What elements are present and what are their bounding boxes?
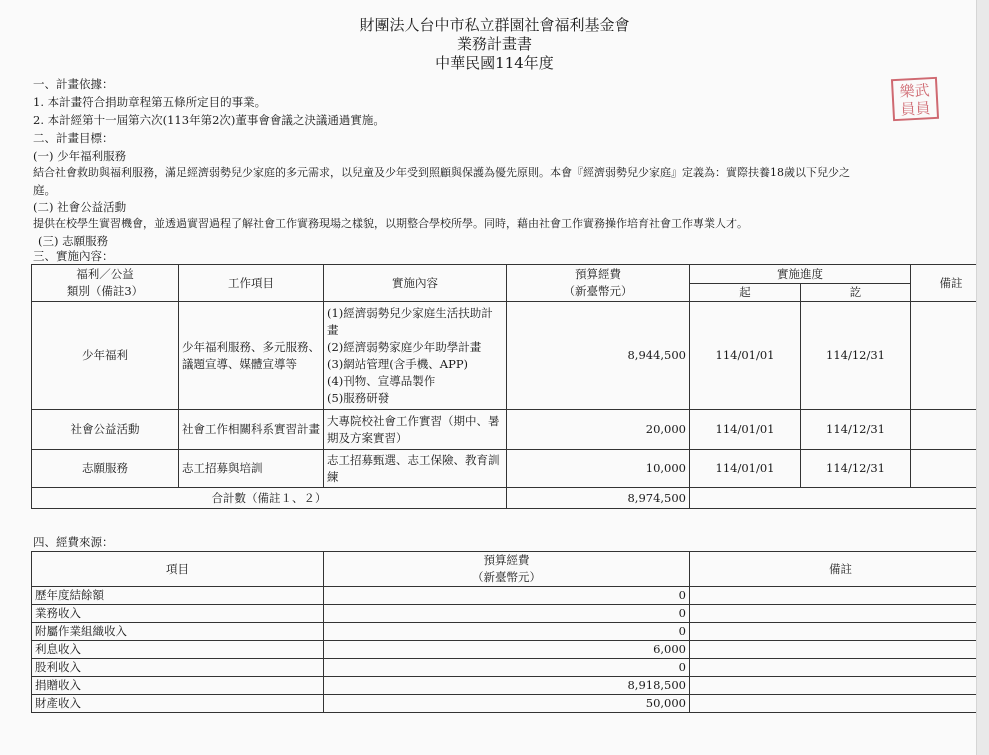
year-title: 中華民國114年度 <box>435 54 554 72</box>
funding-note <box>690 605 989 623</box>
funding-item: 利息收入 <box>32 641 324 659</box>
goal-1-title: (一) 少年福利服務 <box>33 149 127 163</box>
funding-value: 6,000 <box>324 641 690 659</box>
content-heading: 三、實施內容： <box>33 249 114 263</box>
table-row <box>32 587 989 605</box>
funding-note <box>690 623 989 641</box>
funding-table <box>31 551 989 713</box>
funding-heading: 四、經費來源： <box>33 535 114 549</box>
header-content: 實施內容 <box>324 265 507 302</box>
total-value: 8,974,500 <box>507 488 690 509</box>
row-start: 114/01/01 <box>690 302 801 410</box>
table-row <box>32 677 989 695</box>
row-work: 志工招募與培訓 <box>179 450 324 488</box>
goal-2-text: 提供在校學生實習機會，並透過實習過程了解社會工作實務現場之樣貌，以期整合學校所學。同時，藉由社會工作實務操作培育社會工作專業人才。 <box>33 217 748 230</box>
funding-value: 50,000 <box>324 695 690 713</box>
funding-item: 捐贈收入 <box>32 677 324 695</box>
row-work: 少年福利服務、多元服務、議題宣導、媒體宣導等 <box>179 302 324 410</box>
header-funding-budget: 預算經費 （新臺幣元） <box>324 552 690 587</box>
row-end: 114/12/31 <box>801 450 911 488</box>
funding-note <box>690 677 989 695</box>
row-work: 社會工作相關科系實習計畫 <box>179 410 324 450</box>
header-end: 訖 <box>801 284 911 302</box>
row-start: 114/01/01 <box>690 450 801 488</box>
funding-item: 附屬作業組織收入 <box>32 623 324 641</box>
doc-title: 業務計畫書 <box>456 35 532 53</box>
goal-3-title: (三) 志願服務 <box>38 234 109 248</box>
row-end: 114/12/31 <box>801 302 911 410</box>
funding-value: 0 <box>324 623 690 641</box>
funding-item: 股利收入 <box>32 659 324 677</box>
table-row <box>32 659 989 677</box>
table-row <box>32 410 989 450</box>
row-budget: 10,000 <box>507 450 690 488</box>
funding-value: 8,918,500 <box>324 677 690 695</box>
table-row <box>32 695 989 713</box>
row-content: (1)經濟弱勢兒少家庭生活扶助計畫 (2)經濟弱勢家庭少年助學計畫 (3)網站管理(含手機、APP) (4)刊物、宣導品製作 (5)服務研發 <box>324 302 507 410</box>
header-work: 工作項目 <box>179 265 324 302</box>
table-row <box>32 605 989 623</box>
header-funding-note: 備註 <box>690 552 989 587</box>
funding-note <box>690 641 989 659</box>
header-start: 起 <box>690 284 801 302</box>
funding-note <box>690 695 989 713</box>
funding-item: 財產收入 <box>32 695 324 713</box>
funding-note <box>690 587 989 605</box>
table-row <box>32 302 989 410</box>
table-row <box>32 450 989 488</box>
row-content: 志工招募甄選、志工保險、教育訓練 <box>324 450 507 488</box>
row-budget: 8,944,500 <box>507 302 690 410</box>
row-content: 大專院校社會工作實習（期中、暑期及方案實習） <box>324 410 507 450</box>
goal-2-title: (二) 社會公益活動 <box>33 200 127 214</box>
funding-item: 業務收入 <box>32 605 324 623</box>
plan-table <box>31 264 989 509</box>
row-category: 志願服務 <box>32 450 179 488</box>
total-empty <box>690 488 989 509</box>
row-category: 少年福利 <box>32 302 179 410</box>
table-row <box>32 641 989 659</box>
funding-note <box>690 659 989 677</box>
header-progress: 實施進度 <box>690 265 911 284</box>
table-row <box>32 623 989 641</box>
row-start: 114/01/01 <box>690 410 801 450</box>
goal-1-text: 結合社會救助與福利服務，滿足經濟弱勢兒少家庭的多元需求，以兒童及少年受到照顧與保護為優先原則。本會『經濟弱勢兒少家庭』定義為：實際扶養18歲以下兒少之 <box>33 166 850 179</box>
header-budget: 預算經費 （新臺幣元） <box>507 265 690 302</box>
row-budget: 20,000 <box>507 410 690 450</box>
funding-value: 0 <box>324 659 690 677</box>
header-item: 項目 <box>32 552 324 587</box>
funding-value: 0 <box>324 587 690 605</box>
goal-1-cont: 庭。 <box>33 183 56 197</box>
row-end: 114/12/31 <box>801 410 911 450</box>
basis-item-2: 2. 本計經第十一屆第六次(113年第2次)董事會會議之決議通過實施。 <box>33 113 385 127</box>
basis-item-1: 1. 本計畫符合捐助章程第五條所定目的事業。 <box>33 95 267 109</box>
funding-item: 歷年度結餘額 <box>32 587 324 605</box>
total-label: 合計數（備註１、２） <box>32 488 507 509</box>
basis-heading: 一、計畫依據： <box>33 77 114 91</box>
row-category: 社會公益活動 <box>32 410 179 450</box>
header-category: 福利／公益 類別（備註3） <box>32 265 179 302</box>
goal-heading: 二、計畫目標： <box>33 131 114 145</box>
org-title: 財團法人台中市私立群園社會福利基金會 <box>359 16 630 34</box>
funding-value: 0 <box>324 605 690 623</box>
header-note: 備註 <box>911 265 989 302</box>
page-edge <box>976 0 989 755</box>
seal-stamp: 樂武 員員 <box>891 77 939 121</box>
total-row <box>32 488 989 509</box>
